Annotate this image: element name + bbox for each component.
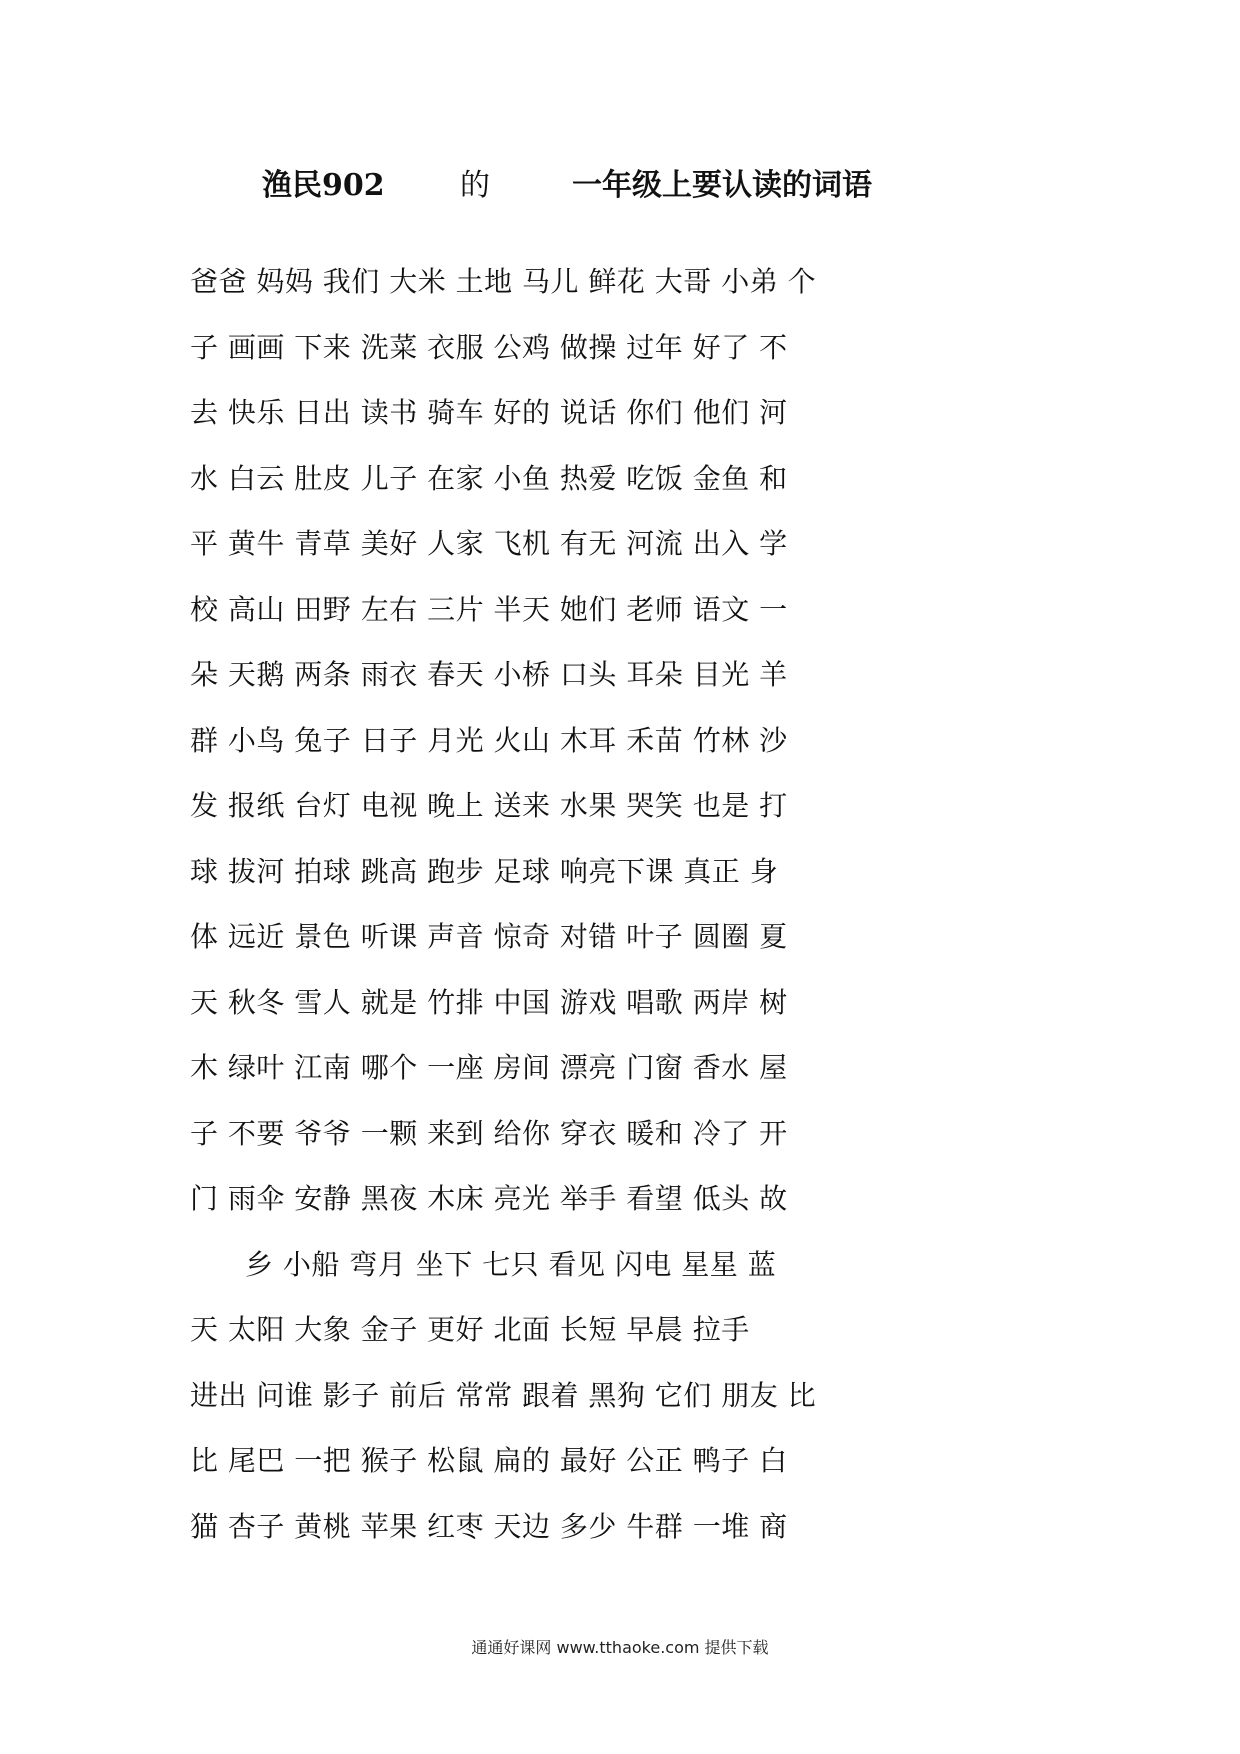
title-author: 渔民902 [262, 168, 385, 203]
word-list [190, 262, 1060, 1572]
word-line: 朵 天鹅 两条 雨衣 春天 小桥 口头 耳朵 目光 羊 [190, 658, 788, 691]
word-line: 木 绿叶 江南 哪个 一座 房间 漂亮 门窗 香水 屋 [190, 1051, 788, 1084]
title-connector: 的 [460, 168, 490, 203]
word-line: 子 画画 下来 洗菜 衣服 公鸡 做操 过年 好了 不 [190, 330, 788, 364]
word-line: 体 远近 景色 听课 声音 惊奇 对错 叶子 圆圈 夏 [190, 920, 788, 953]
word-line: 去 快乐 日出 读书 骑车 好的 说话 你们 他们 河 [190, 396, 788, 429]
word-line: 校 高山 田野 左右 三片 半天 她们 老师 语文 一 [190, 592, 788, 626]
word-line: 子 不要 爷爷 一颗 来到 给你 穿衣 暖和 冷了 开 [190, 1116, 788, 1150]
word-line: 门 雨伞 安静 黑夜 木床 亮光 举手 看望 低头 故 [190, 1182, 788, 1215]
page-footer: 通通好课网 www.tthaoke.com 提供下载 [471, 1638, 769, 1657]
word-line: 群 小鸟 兔子 日子 月光 火山 木耳 禾苗 竹林 沙 [190, 723, 788, 757]
word-line: 乡 小船 弯月 坐下 七只 看见 闪电 星星 蓝 [245, 1247, 777, 1281]
word-line: 发 报纸 台灯 电视 晚上 送来 水果 哭笑 也是 打 [190, 789, 788, 822]
word-line: 比 尾巴 一把 猴子 松鼠 扁的 最好 公正 鸭子 白 [190, 1444, 788, 1477]
word-line: 天 秋冬 雪人 就是 竹排 中国 游戏 唱歌 两岸 树 [190, 985, 788, 1019]
word-line: 进出 问谁 影子 前后 常常 跟着 黑狗 它们 朋友 比 [190, 1378, 817, 1412]
word-line: 爸爸 妈妈 我们 大米 土地 马儿 鲜花 大哥 小弟 个 [190, 265, 817, 298]
word-line: 平 黄牛 青草 美好 人家 飞机 有无 河流 出入 学 [190, 527, 788, 560]
word-line: 猫 杏子 黄桃 苹果 红枣 天边 多少 牛群 一堆 商 [190, 1509, 788, 1543]
word-line: 水 白云 肚皮 儿子 在家 小鱼 热爱 吃饭 金鱼 和 [190, 461, 788, 495]
page-title [0, 160, 1240, 204]
title-main: 一年级上要认读的词语 [572, 168, 872, 203]
word-line: 球 拔河 拍球 跳高 跑步 足球 响亮下课 真正 身 [190, 854, 779, 888]
word-line: 天 太阳 大象 金子 更好 北面 长短 早晨 拉手 [190, 1313, 750, 1346]
